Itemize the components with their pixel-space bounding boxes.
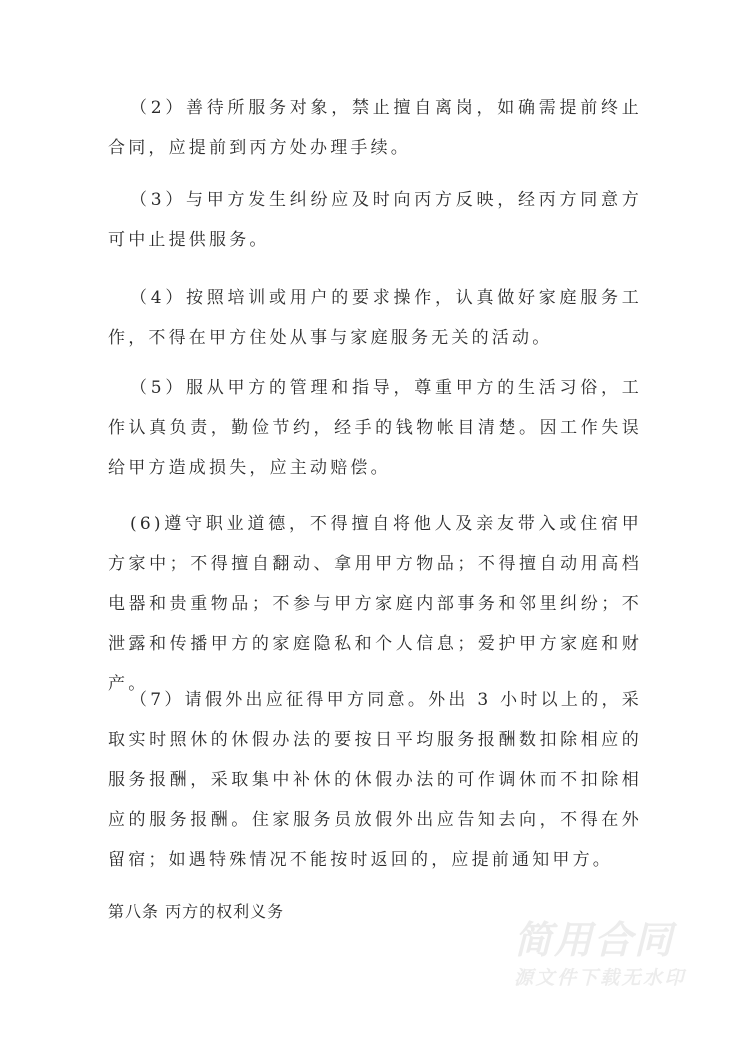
watermark-subtitle: 源文件下载无水印 [514, 967, 687, 989]
clause-paragraph-5: （5）服从甲方的管理和指导，尊重甲方的生活习俗，工作认真负责，勤俭节约，经手的钱物帐目清楚。因工作失误给甲方造成损失，应主动赔偿。 [108, 378, 642, 478]
clause-paragraph-2: （2）善待所服务对象，禁止擅自离岗，如确需提前终止合同，应提前到丙方处办理手续。 [108, 98, 642, 158]
clause-paragraph-3: （3）与甲方发生纠纷应及时向丙方反映，经丙方同意方可中止提供服务。 [108, 190, 642, 250]
section-heading: 第八条 丙方的权利义务 [108, 902, 285, 921]
clause-paragraph-6: (6)遵守职业道德，不得擅自将他人及亲友带入或住宿甲方家中；不得擅自翻动、拿用甲方物品；不得擅自动用高档电器和贵重物品；不参与甲方家庭内部事务和邻里纠纷；不泄露和传播甲方的家庭隐私和个人信息；爱护甲方家庭和财产。 [108, 514, 642, 694]
clause-paragraph-7: （7）请假外出应征得甲方同意。外出 3 小时以上的，采取实时照休的休假办法的要按日平均服务报酬数扣除相应的服务报酬，采取集中补休的休假办法的可作调休而不扣除相应的服务报酬。住家服务员放假外出应告知去向，不得在外留宿；如遇特殊情况不能按时返回的，应提前通知甲方。 [108, 690, 642, 870]
watermark-title: 简用合同 [514, 918, 675, 962]
clause-paragraph-4: （4）按照培训或用户的要求操作，认真做好家庭服务工作，不得在甲方住处从事与家庭服务无关的活动。 [108, 288, 642, 348]
